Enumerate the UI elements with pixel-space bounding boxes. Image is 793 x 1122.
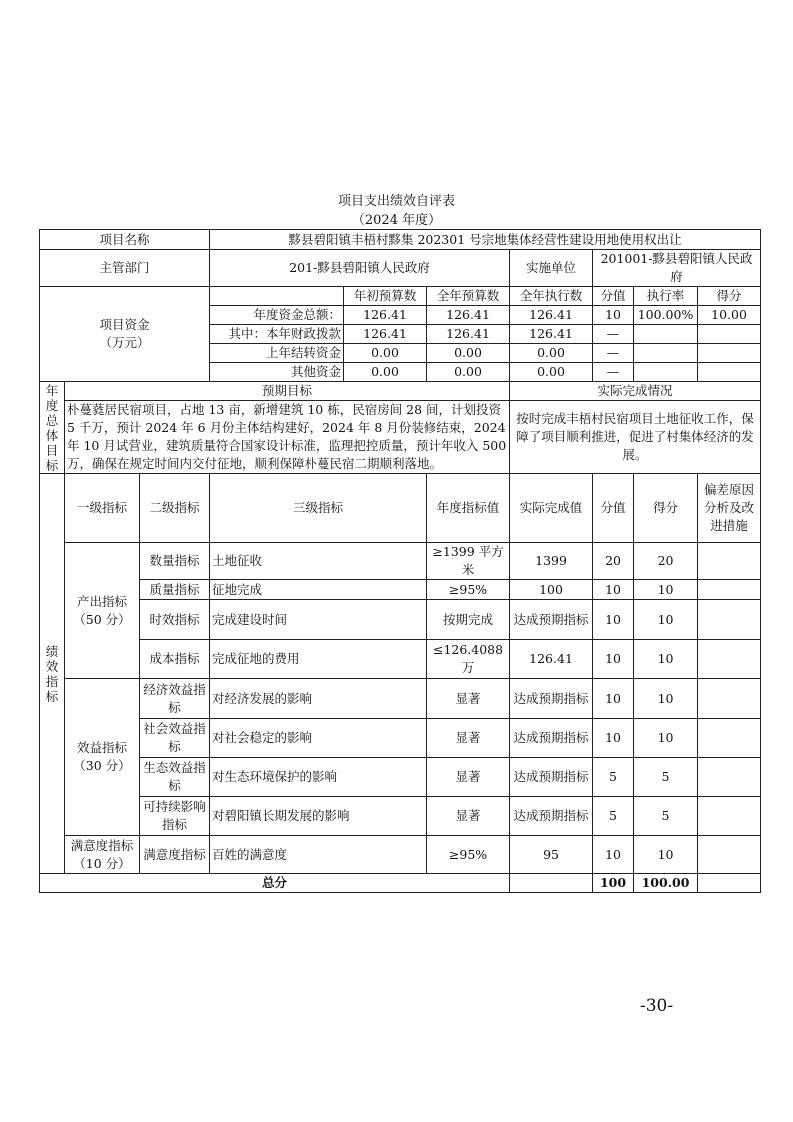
funds-value: 100.00% [634,306,698,325]
funds-header: 执行率 [634,287,698,306]
goals-label [40,382,65,474]
funds-value: 126.41 [344,306,427,325]
indicator-header: 得分 [634,474,698,543]
funds-header-blank [210,287,344,306]
funds-value [634,325,698,344]
funds-value [634,344,698,363]
annual-target: 按期完成 [427,600,510,640]
table-row [40,640,761,679]
indicator-header: 年度指标值 [427,474,510,543]
level3-indicator: 对碧阳镇长期发展的影响 [210,797,427,836]
table-row [40,797,761,836]
score-earned: 5 [634,758,698,797]
funds-value [634,363,698,382]
annual-target: ≥1399 平方米 [427,543,510,580]
funds-value: 0.00 [427,344,510,363]
dept-label: 主管部门 [40,250,210,287]
actual-value: 95 [510,836,593,874]
deviation-note [698,836,761,874]
funds-value: 126.41 [510,325,593,344]
funds-value [698,363,761,382]
indicator-header: 实际完成值 [510,474,593,543]
funds-header: 全年执行数 [510,287,593,306]
funds-header: 年初预算数 [344,287,427,306]
table-row [40,758,761,797]
actual-result-text: 按时完成丰梧村民宿项目土地征收工作，保障了项目顺利推进，促进了村集体经济的发展。 [510,401,761,474]
deviation-note [698,758,761,797]
level2-indicator: 生态效益指标 [140,758,210,797]
funds-row-label: 年度资金总额： [210,306,344,325]
funds-value: 126.41 [510,306,593,325]
level3-indicator: 完成征地的费用 [210,640,427,679]
score-value: 10 [593,719,634,758]
score-earned: 10 [634,679,698,719]
deviation-note [698,600,761,640]
score-value: 10 [593,600,634,640]
actual-value: 100 [510,580,593,600]
funds-header: 得分 [698,287,761,306]
goals-label-text: 年度总体目标 [45,382,59,473]
page-title: 项目支出绩效自评表 [337,194,455,209]
evaluation-table [39,229,761,893]
funds-unit: （万元） [99,335,150,350]
dept-value: 201-黟县碧阳镇人民政府 [210,250,510,287]
annual-target: ≤126.4088 万 [427,640,510,679]
level1-indicator: 效益指标（30 分） [65,679,140,836]
funds-value: 0.00 [510,344,593,363]
score-value: 10 [593,580,634,600]
score-earned: 20 [634,543,698,580]
indicator-header: 分值 [593,474,634,543]
impl-value: 201001-黟县碧阳镇人民政府 [593,250,761,287]
funds-value: 0.00 [344,363,427,382]
level2-indicator: 数量指标 [140,543,210,580]
score-value: 5 [593,758,634,797]
page-subtitle: （2024 年度） [351,213,442,228]
level2-indicator: 时效指标 [140,600,210,640]
total-blank [510,874,593,893]
level3-indicator: 百姓的满意度 [210,836,427,874]
level1-indicator: 产出指标（50 分） [65,543,140,679]
deviation-note [698,640,761,679]
funds-value: 0.00 [427,363,510,382]
score-value: 10 [593,836,634,874]
total-score: 100 [593,874,634,893]
level2-indicator: 可持续影响指标 [140,797,210,836]
funds-row-label: 其他资金 [210,363,344,382]
score-earned: 10 [634,836,698,874]
actual-value: 达成预期指标 [510,679,593,719]
deviation-note [698,719,761,758]
table-row [40,679,761,719]
level3-indicator: 完成建设时间 [210,600,427,640]
score-earned: 10 [634,580,698,600]
level2-indicator: 经济效益指标 [140,679,210,719]
expected-goal-header: 预期目标 [65,382,510,401]
funds-value: 10.00 [698,306,761,325]
annual-target: 显著 [427,719,510,758]
funds-value [698,325,761,344]
funds-value: — [593,325,634,344]
funds-value: 0.00 [510,363,593,382]
table-row [40,580,761,600]
funds-header: 全年预算数 [427,287,510,306]
deviation-note [698,797,761,836]
funds-row-label: 上年结转资金 [210,344,344,363]
score-earned: 5 [634,797,698,836]
funds-value: 126.41 [344,325,427,344]
table-row [40,474,761,543]
indicator-header: 二级指标 [140,474,210,543]
deviation-note [698,679,761,719]
total-earned: 100.00 [634,874,698,893]
actual-value: 达成预期指标 [510,719,593,758]
actual-value: 达成预期指标 [510,758,593,797]
actual-result-header: 实际完成情况 [510,382,761,401]
table-row [40,382,761,401]
indicator-header: 一级指标 [65,474,140,543]
score-value: 20 [593,543,634,580]
funds-value: 126.41 [427,325,510,344]
actual-value: 达成预期指标 [510,600,593,640]
level2-indicator: 满意度指标 [140,836,210,874]
table-row [40,401,761,474]
funds-value: 126.41 [427,306,510,325]
level2-indicator: 社会效益指标 [140,719,210,758]
annual-target: 显著 [427,679,510,719]
project-name: 黟县碧阳镇丰梧村黟集 202301 号宗地集体经营性建设用地使用权出让 [210,230,761,250]
annual-target: ≥95% [427,580,510,600]
expected-goal-text: 朴蔓蕤居民宿项目，占地 13 亩，新增建筑 10 栋，民宿房间 28 间，计划投资 5 千万，预计 2024 年 6 月份主体结构建好，2024 年 8 月份装修结束，2024 年 10 月试营业，建筑质量符合国家设计标准，监理把控质量，预计年收入 500 万，确保在规定时间内交付征地，顺利保障朴蔓民宿二期顺利落地。 [65,401,510,474]
indicator-header: 三级指标 [210,474,427,543]
score-earned: 10 [634,640,698,679]
impl-label: 实施单位 [510,250,593,287]
funds-label-text: 项目资金 [99,317,150,332]
annual-target: ≥95% [427,836,510,874]
score-earned: 10 [634,719,698,758]
score-earned: 10 [634,600,698,640]
deviation-note [698,543,761,580]
funds-value: — [593,363,634,382]
funds-value [698,344,761,363]
actual-value: 达成预期指标 [510,797,593,836]
funds-value: 0.00 [344,344,427,363]
table-row [40,719,761,758]
level2-indicator: 质量指标 [140,580,210,600]
page-number: -30- [640,996,674,1016]
indicator-header: 偏差原因分析及改进措施 [698,474,761,543]
level3-indicator: 对经济发展的影响 [210,679,427,719]
indicators-label [40,474,65,874]
level3-indicator: 对社会稳定的影响 [210,719,427,758]
indicators-label-text: 绩效指标 [45,643,59,704]
funds-row-label: 其中：本年财政拨款 [210,325,344,344]
level1-indicator: 满意度指标（10 分） [65,836,140,874]
level3-indicator: 征地完成 [210,580,427,600]
score-value: 10 [593,679,634,719]
funds-header: 分值 [593,287,634,306]
level3-indicator: 土地征收 [210,543,427,580]
table-row [40,600,761,640]
level3-indicator: 对生态环境保护的影响 [210,758,427,797]
total-blank [698,874,761,893]
total-label: 总分 [40,874,510,893]
project-name-label: 项目名称 [40,230,210,250]
deviation-note [698,580,761,600]
score-value: 10 [593,640,634,679]
level2-indicator: 成本指标 [140,640,210,679]
annual-target: 显著 [427,758,510,797]
actual-value: 126.41 [510,640,593,679]
table-row [40,543,761,580]
score-value: 5 [593,797,634,836]
actual-value: 1399 [510,543,593,580]
funds-label [40,287,210,382]
funds-value: 10 [593,306,634,325]
table-row [40,874,761,893]
annual-target: 显著 [427,797,510,836]
table-row [40,836,761,874]
funds-value: — [593,344,634,363]
